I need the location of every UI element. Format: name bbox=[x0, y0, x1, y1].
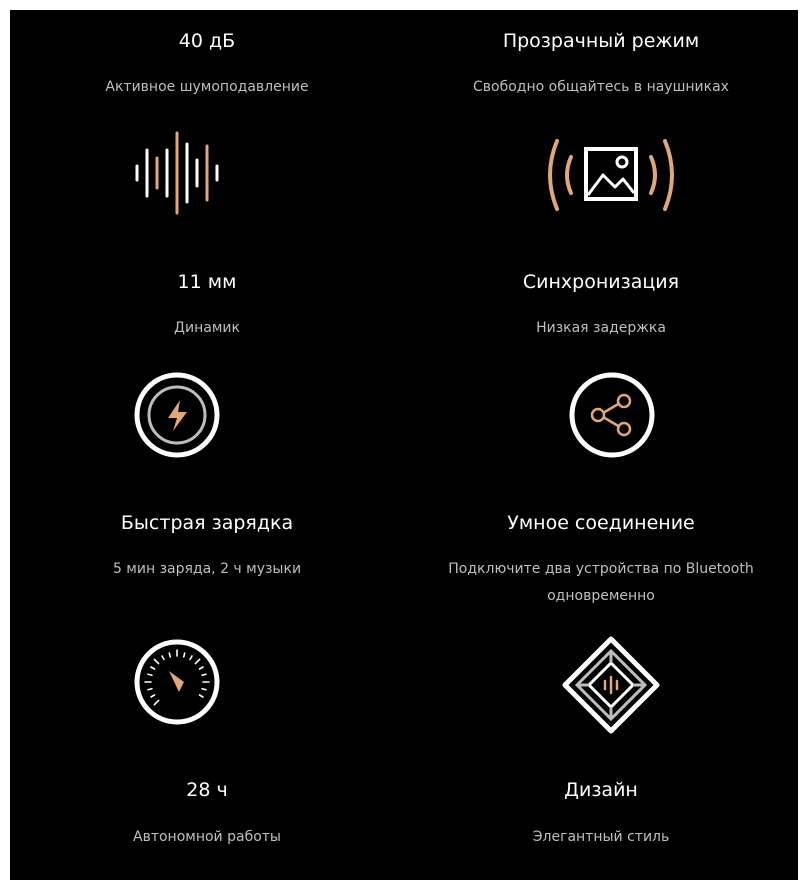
speedometer-tick bbox=[154, 659, 158, 663]
feature-title-anc: 40 дБ bbox=[178, 30, 236, 52]
speedometer-tick bbox=[190, 656, 192, 659]
speedometer-tick bbox=[200, 667, 203, 669]
feature-title-sync: Синхронизация bbox=[522, 271, 680, 293]
speedometer-tick bbox=[162, 656, 164, 659]
feature-title-battery: 28 ч bbox=[186, 779, 228, 801]
image-waves-icon bbox=[541, 135, 681, 215]
speedometer-tick bbox=[169, 653, 170, 657]
feature-title-driver: 11 мм bbox=[177, 271, 237, 293]
share-circle-icon bbox=[567, 370, 657, 460]
speedometer-tick bbox=[200, 695, 203, 697]
feature-subtitle-driver: Динамик bbox=[174, 320, 240, 336]
lightning-circle-icon bbox=[132, 370, 222, 460]
feature-subtitle-fast-charge: 5 мин заряда, 2 ч музыки bbox=[112, 561, 302, 577]
speedometer-tick bbox=[202, 689, 206, 690]
features-panel bbox=[10, 10, 798, 880]
speedometer-tick bbox=[202, 674, 206, 675]
speedometer-tick bbox=[148, 674, 152, 675]
speedometer-tick bbox=[195, 659, 199, 663]
feature-subtitle-transparency: Свободно общайтесь в наушниках bbox=[473, 79, 729, 95]
feature-subtitle-battery: Автономной работы bbox=[133, 829, 281, 845]
feature-title-smart-connect: Умное соединение bbox=[507, 512, 695, 534]
speedometer-icon bbox=[132, 637, 222, 727]
speedometer-tick bbox=[154, 700, 158, 704]
speedometer-tick bbox=[148, 689, 152, 690]
features-column-left bbox=[10, 10, 404, 880]
speedometer-tick bbox=[184, 653, 185, 657]
speedometer-tick bbox=[151, 667, 154, 669]
feature-title-transparency: Прозрачный режим bbox=[502, 30, 700, 52]
features-column-right bbox=[404, 10, 798, 880]
speedometer-tick bbox=[151, 695, 154, 697]
diamond-design-icon bbox=[561, 635, 661, 735]
feature-subtitle-smart-connect: Подключите два устройства по Bluetooth одновременно bbox=[448, 561, 754, 604]
sound-wave-icon bbox=[127, 128, 227, 218]
feature-subtitle-anc: Активное шумоподавление bbox=[105, 79, 309, 95]
feature-title-design: Дизайн bbox=[564, 779, 638, 801]
feature-title-fast-charge: Быстрая зарядка bbox=[120, 512, 294, 534]
feature-subtitle-sync: Низкая задержка bbox=[536, 320, 666, 336]
feature-subtitle-design: Элегантный стиль bbox=[532, 829, 670, 845]
